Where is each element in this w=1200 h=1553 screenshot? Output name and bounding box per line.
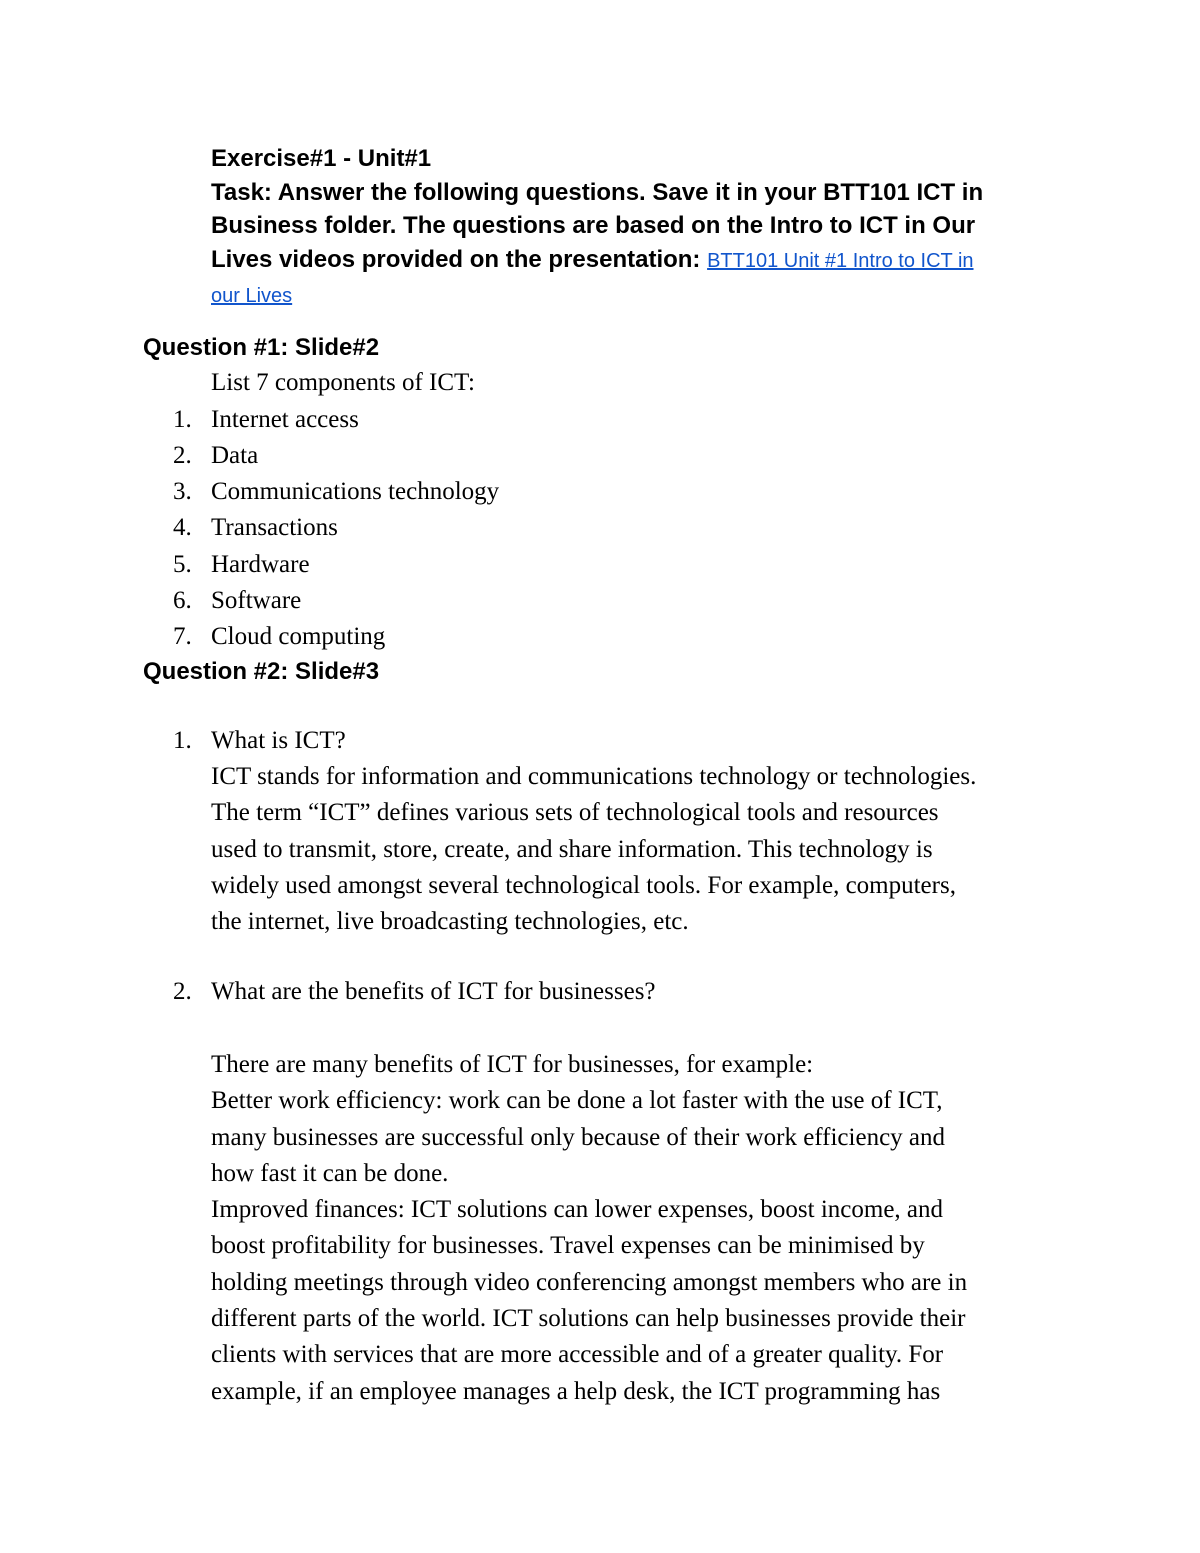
sub-question-answer (211, 759, 1071, 940)
list-item-text: Hardware (211, 551, 310, 578)
answer-line: the internet, live broadcasting technologies, etc. (211, 908, 689, 936)
sub-question-number: 2. (173, 978, 192, 1005)
presentation-link-continued[interactable]: our Lives (211, 285, 293, 307)
question-1-heading: Question #1: Slide#2 (143, 334, 380, 361)
answer-line: how fast it can be done. (211, 1159, 449, 1187)
answer-line: Better work efficiency: work can be done a lot faster with the use of ICT, (211, 1087, 943, 1115)
answer-line: different parts of the world. ICT solutions can help businesses provide their (211, 1305, 966, 1333)
list-item-number: 4. (173, 514, 192, 541)
answer-line: used to transmit, store, create, and share information. This technology is (211, 835, 933, 863)
sub-question-answer (211, 1047, 1071, 1410)
question-1-prompt: List 7 components of ICT: (211, 369, 476, 396)
list-item-number: 6. (173, 587, 192, 614)
task-line-4 (211, 278, 1061, 314)
list-item-text: Data (211, 442, 259, 469)
task-line-1: Task: Answer the following questions. Save it in your BTT101 ICT in (211, 178, 984, 206)
list-item-number: 7. (173, 623, 192, 650)
list-item-text: Communications technology (211, 478, 500, 505)
task-line-2: Business folder. The questions are based on the Intro to ICT in Our (211, 212, 976, 239)
answer-line: boost profitability for businesses. Travel expenses can be minimised by (211, 1232, 925, 1260)
presentation-link[interactable]: BTT101 Unit #1 Intro to ICT in (707, 249, 974, 272)
answer-line: clients with services that are more accessible and of a greater quality. For (211, 1341, 944, 1369)
task-line-3 (211, 243, 1061, 279)
list-item-number: 3. (173, 478, 192, 505)
list-item-text: Cloud computing (211, 623, 386, 650)
question-2-heading: Question #2: Slide#3 (143, 658, 380, 685)
list-item-number: 2. (173, 442, 192, 469)
list-item-text: Transactions (211, 514, 338, 541)
answer-line: There are many benefits of ICT for businesses, for example: (211, 1051, 814, 1078)
answer-line: ICT stands for information and communications technology or technologies. (211, 763, 977, 790)
list-item-text: Internet access (211, 406, 359, 433)
list-item-number: 1. (173, 406, 192, 433)
answer-line: The term “ICT” defines various sets of technological tools and resources (211, 799, 939, 827)
sub-question-text: What is ICT? (211, 727, 346, 754)
list-item-text: Software (211, 587, 302, 614)
answer-line: example, if an employee manages a help desk, the ICT programming has (211, 1377, 941, 1405)
answer-line: holding meetings through video conferencing amongst members who are in (211, 1268, 968, 1296)
list-item-number: 5. (173, 551, 192, 578)
exercise-title: Exercise#1 - Unit#1 (211, 145, 432, 172)
exercise-header (211, 142, 1061, 314)
answer-line: widely used amongst several technological tools. For example, computers, (211, 871, 956, 899)
sub-question-text: What are the benefits of ICT for businesses? (211, 978, 656, 1005)
answer-line: many businesses are successful only because of their work efficiency and (211, 1123, 946, 1151)
answer-line: Improved finances: ICT solutions can lower expenses, boost income, and (211, 1196, 944, 1224)
sub-question-number: 1. (173, 727, 192, 754)
task-line-3-text: Lives videos provided on the presentation: (211, 245, 701, 273)
